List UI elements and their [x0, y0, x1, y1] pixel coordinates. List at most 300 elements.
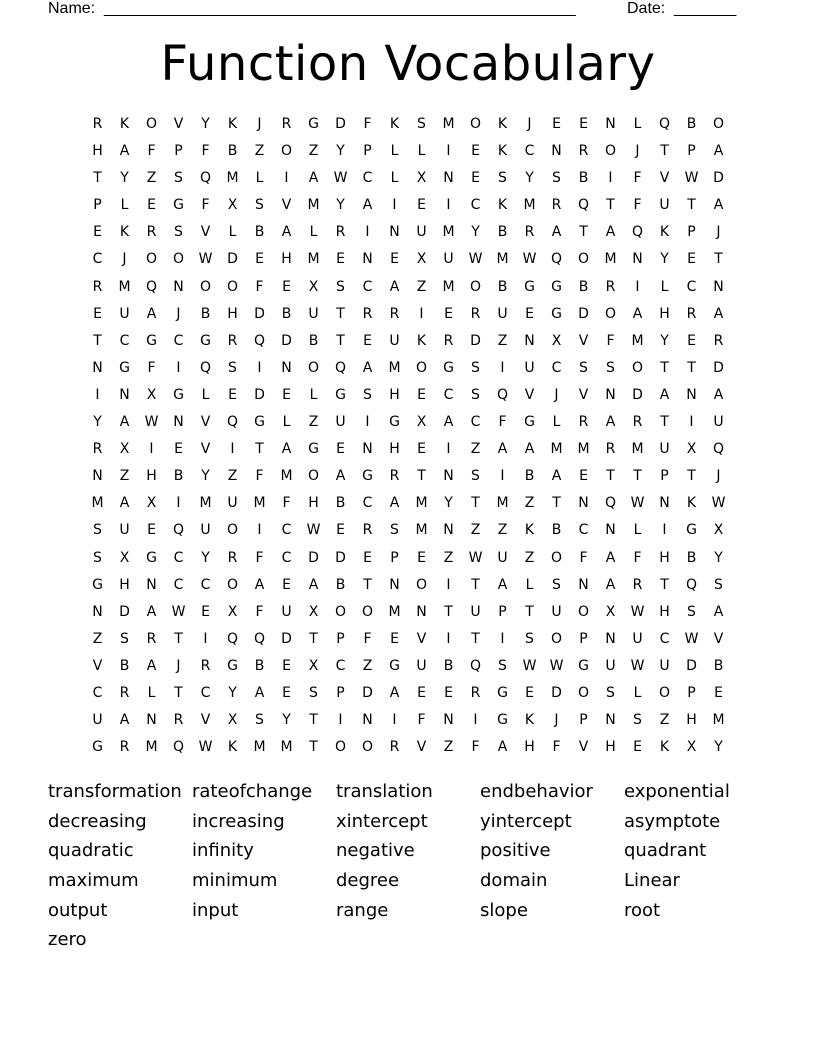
grid-letter: V [200, 441, 211, 458]
grid-letter: O [604, 305, 617, 322]
word-bank-item: maximum [48, 870, 139, 892]
grid-letter: I [257, 359, 262, 376]
grid-letter: V [578, 739, 589, 756]
grid-letter: X [119, 549, 130, 566]
grid-letter: I [500, 468, 505, 485]
grid-letter: F [255, 603, 264, 620]
grid-letter: Q [631, 224, 644, 241]
grid-letter: K [497, 143, 508, 160]
grid-letter: O [361, 739, 374, 756]
grid-letter: E [363, 549, 372, 566]
grid-letter: H [659, 549, 670, 566]
grid-letter: S [714, 576, 723, 593]
grid-letter: U [605, 657, 616, 674]
grid-letter: R [443, 332, 454, 349]
grid-letter: C [92, 251, 103, 268]
grid-letter: C [200, 576, 211, 593]
grid-row [84, 358, 732, 385]
grid-letter: A [497, 441, 508, 458]
grid-letter: Q [550, 251, 563, 268]
grid-letter: A [308, 576, 319, 593]
grid-letter: O [577, 603, 590, 620]
grid-letter: G [146, 332, 157, 349]
grid-letter: C [686, 278, 697, 295]
grid-letter: Q [577, 197, 590, 214]
grid-letter: B [578, 278, 589, 295]
grid-letter: Z [524, 549, 535, 566]
grid-letter: D [362, 684, 373, 701]
grid-letter: J [527, 116, 532, 132]
grid-letter: R [632, 576, 643, 593]
grid-letter: A [524, 441, 535, 458]
grid-letter: R [632, 414, 643, 431]
grid-letter: D [281, 332, 292, 349]
grid-letter: E [444, 305, 453, 322]
word-bank-item: xintercept [336, 810, 428, 832]
grid-letter: S [471, 386, 480, 403]
grid-letter: G [173, 386, 184, 403]
grid-letter: L [525, 576, 534, 593]
grid-letter: S [471, 468, 480, 485]
grid-letter: W [630, 603, 645, 620]
grid-letter: I [176, 359, 181, 376]
grid-letter: V [416, 739, 427, 756]
grid-letter: Y [660, 332, 669, 349]
grid-letter: E [417, 684, 426, 701]
grid-letter: Z [308, 414, 319, 431]
grid-letter: M [388, 603, 401, 620]
grid-letter: E [417, 441, 426, 458]
grid-row [84, 114, 732, 141]
grid-letter: I [500, 630, 505, 647]
grid-letter: G [389, 657, 400, 674]
grid-letter: B [308, 332, 319, 349]
word-bank-item: exponential [624, 781, 730, 802]
grid-letter: S [363, 386, 372, 403]
grid-letter: R [686, 305, 697, 322]
grid-letter: Z [470, 522, 481, 539]
grid-letter: X [308, 657, 319, 674]
grid-letter: F [147, 143, 156, 160]
grid-letter: Z [524, 495, 535, 512]
grid-row [84, 710, 732, 737]
grid-letter: U [119, 305, 130, 322]
grid-letter: V [200, 224, 211, 241]
grid-letter: G [551, 305, 562, 322]
grid-letter: A [119, 414, 130, 431]
grid-letter: R [200, 657, 211, 674]
grid-letter: N [632, 251, 643, 268]
grid-letter: X [686, 441, 697, 458]
grid-letter: T [606, 197, 615, 214]
grid-letter: S [606, 684, 615, 701]
grid-letter: T [660, 414, 669, 431]
grid-letter: G [335, 386, 346, 403]
grid-letter: D [335, 116, 346, 132]
grid-letter: A [254, 684, 265, 701]
grid-letter: F [147, 359, 156, 376]
grid-letter: B [686, 549, 697, 566]
grid-letter: N [524, 332, 535, 349]
grid-letter: G [146, 549, 157, 566]
word-bank-item: root [624, 899, 661, 921]
word-bank-item: degree [336, 870, 400, 892]
grid-letter: O [307, 359, 320, 376]
grid-letter: U [416, 224, 427, 241]
grid-letter: S [579, 359, 588, 376]
grid-letter: N [686, 386, 697, 403]
grid-letter: J [716, 224, 721, 241]
word-bank-item: minimum [192, 870, 278, 892]
grid-letter: P [579, 630, 588, 647]
grid-letter: O [145, 251, 158, 268]
grid-letter: N [605, 116, 616, 132]
grid-letter: J [257, 116, 262, 132]
word-bank-item: transformation [48, 781, 182, 802]
grid-letter: N [281, 359, 292, 376]
grid-letter: V [200, 414, 211, 431]
grid-letter: R [551, 197, 562, 214]
grid-row [84, 195, 732, 222]
grid-row [84, 493, 732, 520]
grid-letter: D [308, 549, 319, 566]
grid-letter: U [119, 522, 130, 539]
grid-letter: N [362, 441, 373, 458]
grid-letter: P [390, 549, 399, 566]
grid-letter: I [230, 441, 235, 458]
grid-letter: K [659, 224, 670, 241]
grid-letter: F [255, 549, 264, 566]
grid-letter: I [203, 630, 208, 647]
grid-row [84, 277, 732, 304]
grid-letter: U [659, 441, 670, 458]
grid-letter: U [470, 603, 481, 620]
grid-letter: O [550, 630, 563, 647]
grid-letter: J [176, 657, 181, 674]
grid-letter: E [282, 278, 291, 295]
grid-letter: H [308, 495, 319, 512]
grid-letter: C [281, 522, 292, 539]
grid-letter: F [633, 170, 642, 187]
grid-letter: N [119, 386, 130, 403]
grid-row [84, 331, 732, 358]
grid-letter: F [363, 630, 372, 647]
grid-letter: B [281, 305, 292, 322]
grid-letter: D [713, 170, 724, 187]
grid-letter: P [498, 603, 507, 620]
grid-letter: H [227, 305, 238, 322]
grid-row [84, 439, 732, 466]
grid-letter: M [199, 495, 212, 512]
grid-letter: S [552, 170, 561, 187]
grid-row [84, 249, 732, 276]
grid-letter: M [496, 495, 509, 512]
grid-letter: S [687, 603, 696, 620]
grid-letter: P [687, 143, 696, 160]
grid-letter: M [280, 739, 293, 756]
grid-letter: G [173, 197, 184, 214]
grid-letter: G [497, 684, 508, 701]
grid-letter: K [119, 116, 130, 132]
grid-letter: D [632, 386, 643, 403]
grid-letter: N [713, 278, 724, 295]
grid-letter: W [711, 495, 726, 512]
grid-letter: K [389, 116, 400, 132]
grid-letter: Z [443, 549, 454, 566]
grid-letter: K [227, 116, 238, 132]
grid-letter: M [442, 278, 455, 295]
grid-letter: Z [254, 143, 265, 160]
grid-letter: O [334, 603, 347, 620]
grid-letter: V [416, 630, 427, 647]
grid-letter: X [146, 495, 157, 512]
grid-letter: A [146, 305, 157, 322]
grid-letter: N [362, 251, 373, 268]
grid-letter: B [686, 116, 697, 132]
grid-letter: R [146, 630, 157, 647]
grid-letter: Q [199, 170, 212, 187]
grid-letter: O [712, 116, 725, 132]
grid-letter: H [281, 251, 292, 268]
grid-letter: W [684, 630, 699, 647]
grid-letter: Z [470, 441, 481, 458]
grid-letter: E [147, 522, 156, 539]
grid-letter: E [228, 386, 237, 403]
grid-letter: U [713, 414, 724, 431]
grid-letter: A [605, 549, 616, 566]
grid-letter: J [176, 305, 181, 322]
grid-letter: R [578, 414, 589, 431]
grid-letter: T [606, 468, 615, 485]
grid-letter: R [146, 224, 157, 241]
grid-letter: O [550, 549, 563, 566]
grid-letter: C [659, 630, 670, 647]
grid-letter: I [176, 495, 181, 512]
grid-letter: U [308, 305, 319, 322]
grid-letter: I [446, 630, 451, 647]
grid-letter: T [687, 468, 696, 485]
grid-letter: I [149, 441, 154, 458]
grid-letter: M [496, 251, 509, 268]
grid-letter: Q [658, 116, 671, 132]
grid-letter: W [630, 495, 645, 512]
grid-letter: G [119, 359, 130, 376]
grid-letter: S [174, 224, 183, 241]
grid-letter: U [416, 657, 427, 674]
grid-letter: P [93, 197, 102, 214]
grid-letter: L [390, 143, 399, 160]
grid-letter: S [390, 522, 399, 539]
grid-letter: S [255, 197, 264, 214]
grid-letter: O [334, 739, 347, 756]
grid-letter: I [95, 386, 100, 403]
grid-letter: Z [497, 522, 508, 539]
grid-letter: T [525, 603, 534, 620]
word-bank-item: input [192, 899, 239, 921]
grid-letter: T [309, 712, 318, 729]
grid-letter: O [577, 251, 590, 268]
grid-letter: L [660, 278, 669, 295]
grid-letter: X [416, 251, 427, 268]
grid-letter: E [417, 549, 426, 566]
grid-letter: G [551, 278, 562, 295]
grid-letter: Q [712, 441, 725, 458]
grid-letter: W [171, 603, 186, 620]
grid-letter: S [606, 359, 615, 376]
grid-letter: S [336, 278, 345, 295]
grid-letter: E [552, 116, 561, 132]
grid-letter: O [226, 576, 239, 593]
grid-letter: M [145, 739, 158, 756]
grid-letter: N [146, 712, 157, 729]
grid-letter: A [713, 305, 724, 322]
grid-letter: Z [497, 332, 508, 349]
grid-letter: P [336, 684, 345, 701]
grid-letter: R [92, 441, 103, 458]
grid-letter: Z [227, 468, 238, 485]
grid-letter: T [309, 739, 318, 756]
grid-letter: T [660, 359, 669, 376]
grid-letter: M [442, 116, 455, 132]
grid-row [84, 548, 732, 575]
grid-letter: Y [201, 468, 210, 485]
grid-letter: L [147, 684, 156, 701]
grid-letter: M [280, 468, 293, 485]
grid-letter: R [227, 549, 238, 566]
grid-letter: X [551, 332, 562, 349]
grid-letter: D [119, 603, 130, 620]
grid-letter: I [446, 143, 451, 160]
grid-letter: F [633, 549, 642, 566]
name-label: Name: [48, 0, 96, 17]
grid-letter: C [578, 522, 589, 539]
grid-letter: I [419, 305, 424, 322]
grid-letter: L [228, 224, 237, 241]
grid-letter: X [416, 414, 427, 431]
grid-letter: P [336, 630, 345, 647]
grid-letter: L [282, 414, 291, 431]
grid-row [84, 222, 732, 249]
grid-letter: E [525, 684, 534, 701]
grid-letter: A [308, 170, 319, 187]
grid-letter: F [471, 739, 480, 756]
grid-letter: A [281, 441, 292, 458]
grid-letter: A [713, 603, 724, 620]
grid-letter: R [362, 522, 373, 539]
grid-letter: E [390, 630, 399, 647]
grid-letter: T [579, 224, 588, 241]
grid-letter: I [392, 197, 397, 214]
grid-letter: N [173, 278, 184, 295]
grid-letter: T [174, 684, 183, 701]
grid-letter: P [174, 143, 183, 160]
grid-letter: I [473, 712, 478, 729]
grid-letter: N [443, 522, 454, 539]
grid-letter: M [631, 332, 644, 349]
grid-row [84, 737, 732, 764]
grid-row [84, 141, 732, 168]
date-blank-line: _______ [674, 0, 737, 17]
grid-letter: V [713, 630, 724, 647]
grid-letter: R [173, 712, 184, 729]
name-blank-line: _____________________________________________________ [104, 0, 576, 17]
grid-letter: A [551, 224, 562, 241]
grid-letter: L [417, 143, 426, 160]
grid-letter: I [689, 414, 694, 431]
grid-letter: E [363, 332, 372, 349]
grid-letter: F [552, 739, 561, 756]
grid-letter: O [604, 143, 617, 160]
grid-letter: H [524, 739, 535, 756]
grid-letter: E [444, 684, 453, 701]
word-bank-item: translation [336, 781, 433, 802]
grid-letter: Q [172, 522, 185, 539]
grid-letter: Q [334, 359, 347, 376]
grid-letter: E [282, 576, 291, 593]
grid-letter: E [471, 170, 480, 187]
grid-letter: U [281, 603, 292, 620]
grid-letter: Q [685, 576, 698, 593]
grid-letter: U [200, 522, 211, 539]
grid-row [84, 168, 732, 195]
grid-letter: B [497, 278, 508, 295]
grid-letter: H [659, 305, 670, 322]
grid-letter: W [198, 251, 213, 268]
grid-letter: V [524, 386, 535, 403]
grid-letter: F [606, 332, 615, 349]
grid-letter: S [471, 359, 480, 376]
grid-letter: L [633, 684, 642, 701]
grid-letter: B [119, 657, 130, 674]
grid-letter: I [500, 359, 505, 376]
grid-letter: T [471, 630, 480, 647]
grid-letter: A [335, 468, 346, 485]
grid-letter: T [660, 576, 669, 593]
grid-letter: Z [416, 278, 427, 295]
grid-letter: M [604, 251, 617, 268]
grid-letter: A [605, 224, 616, 241]
grid-letter: L [309, 386, 318, 403]
grid-letter: B [254, 657, 265, 674]
grid-letter: A [254, 576, 265, 593]
grid-letter: U [497, 549, 508, 566]
grid-letter: A [713, 197, 724, 214]
grid-letter: O [280, 143, 293, 160]
grid-letter: E [147, 197, 156, 214]
grid-letter: M [712, 712, 725, 729]
grid-letter: L [120, 197, 129, 214]
grid-letter: M [523, 197, 536, 214]
grid-letter: C [173, 332, 184, 349]
grid-row [84, 602, 732, 629]
grid-letter: Y [525, 170, 534, 187]
grid-letter: X [605, 603, 616, 620]
grid-letter: B [173, 468, 184, 485]
grid-letter: M [307, 251, 320, 268]
grid-letter: A [119, 712, 130, 729]
grid-letter: W [522, 657, 537, 674]
grid-letter: D [281, 630, 292, 647]
grid-letter: W [198, 739, 213, 756]
grid-letter: I [446, 441, 451, 458]
word-bank-item: negative [336, 840, 415, 862]
grid-letter: Z [443, 739, 454, 756]
grid-letter: A [443, 414, 454, 431]
grid-letter: R [389, 468, 400, 485]
grid-letter: C [200, 684, 211, 701]
grid-letter: X [416, 170, 427, 187]
grid-row [84, 575, 732, 602]
